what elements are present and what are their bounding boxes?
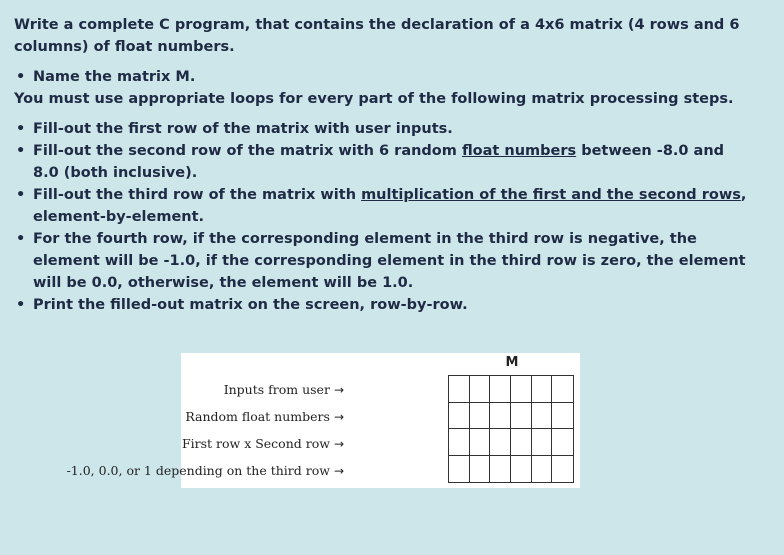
step-text-post: , element-by-element. (33, 187, 747, 225)
matrix-cell (449, 376, 470, 403)
step-text-pre: Fill-out the third row of the matrix with (33, 187, 362, 203)
matrix-cell (552, 456, 573, 483)
step-item-4 (14, 228, 754, 294)
step-text: For the fourth row, if the corresponding element in the third row is negative, the element will be -1.0, if the corresponding element in the third row is zero, the element will be 0.0, otherwise, the element will be 1.0. (33, 231, 746, 291)
matrix-cell (511, 429, 532, 456)
matrix-cell (552, 429, 573, 456)
row-label-text: Inputs from user (223, 382, 330, 397)
matrix-cell (449, 403, 470, 430)
bullet-icon: • (16, 143, 26, 159)
matrix-cell (511, 456, 532, 483)
underlined-term-float-numbers: float numbers (461, 143, 577, 159)
step-item-2 (14, 140, 754, 184)
matrix-cell (532, 376, 553, 403)
bullet-icon: • (16, 69, 26, 85)
step-text-pre: Fill-out the second row of the matrix with 6 random (33, 143, 462, 159)
bullet-icon: • (16, 297, 26, 313)
assignment-text (14, 14, 754, 316)
matrix-cell (532, 403, 553, 430)
matrix-label: M (505, 355, 519, 370)
step-text: Fill-out the first row of the matrix with user inputs. (33, 121, 453, 137)
row-label-3 (182, 436, 344, 451)
underlined-term-multiplication: multiplication of the first and the second rows (361, 187, 741, 203)
matrix-cell (532, 456, 553, 483)
row-label-text: Random float numbers (185, 409, 330, 424)
matrix-cell (470, 403, 491, 430)
matrix-cell (490, 456, 511, 483)
matrix-grid (448, 375, 574, 483)
steps-list (14, 118, 754, 316)
matrix-cell (490, 403, 511, 430)
matrix-cell (552, 376, 573, 403)
row-label-1 (224, 382, 344, 397)
row-label-2 (185, 409, 344, 424)
matrix-cell (490, 429, 511, 456)
matrix-cell (552, 403, 573, 430)
bullet-icon: • (16, 121, 26, 137)
intro-paragraph: Write a complete C program, that contains the declaration of a 4x6 matrix (4 rows and 6 columns) of float numbers. (14, 17, 740, 55)
matrix-cell (449, 456, 470, 483)
matrix-cell (449, 429, 470, 456)
step-item-3 (14, 184, 754, 228)
bullet-icon: • (16, 231, 26, 247)
instructions-paragraph: You must use appropriate loops for every part of the following matrix processing steps. (14, 91, 734, 107)
step-item-1 (14, 118, 754, 140)
matrix-cell (470, 456, 491, 483)
row-label-text: -1.0, 0.0, or 1 depending on the third row (66, 463, 330, 478)
right-arrow-icon: → (333, 383, 344, 397)
matrix-cell (511, 403, 532, 430)
matrix-cell (470, 429, 491, 456)
matrix-cell (470, 376, 491, 403)
right-arrow-icon: → (333, 464, 344, 478)
matrix-cell (511, 376, 532, 403)
step-item-5 (14, 294, 754, 316)
right-arrow-icon: → (333, 410, 344, 424)
row-label-4 (67, 463, 344, 478)
naming-list (14, 66, 754, 88)
list-item-text: Name the matrix M. (33, 69, 196, 85)
matrix-cell (490, 376, 511, 403)
matrix-cell (532, 429, 553, 456)
list-item (14, 66, 754, 88)
right-arrow-icon: → (333, 437, 344, 451)
step-text: Print the filled-out matrix on the screen, row-by-row. (33, 297, 468, 313)
row-label-text: First row x Second row (181, 436, 330, 451)
bullet-icon: • (16, 187, 26, 203)
step-text-post: between -8.0 and 8.0 (both inclusive). (33, 143, 725, 181)
